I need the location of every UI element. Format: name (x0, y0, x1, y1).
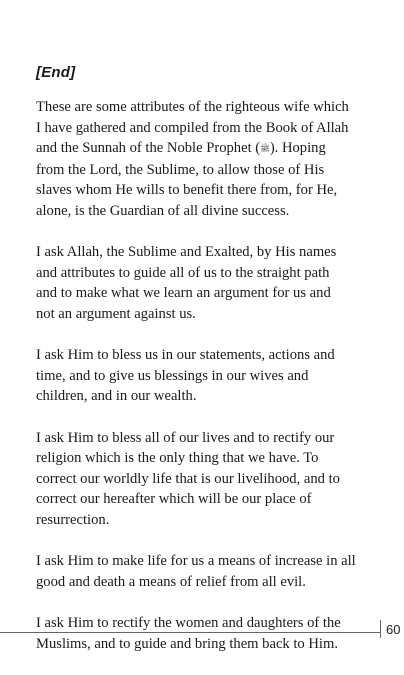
text-line: I ask Allah, the Sublime and Exalted, by His names (36, 244, 337, 260)
paragraph-4 (36, 428, 381, 531)
text-line: I ask Him to rectify the women and daughters of the (36, 615, 341, 631)
text-segment: ). Hoping (269, 140, 326, 156)
text-line: I have gathered and compiled from the Book of Allah (36, 119, 349, 136)
text-line: I ask Him to bless us in our statements, actions and (36, 347, 335, 363)
text-line: I ask Him to make life for us a means of increase in all (36, 553, 356, 569)
text-line: correct our worldly life that is our livelihood, and to (36, 470, 340, 487)
text-line: slaves whom He wills to benefit there from, for He, (36, 182, 338, 198)
text-line: These are some attributes of the righteous wife which (36, 99, 349, 115)
text-line: and to make what we learn an argument for us and (36, 285, 331, 301)
text-line: correct our hereafter which will be our place of (36, 491, 312, 507)
paragraph-5 (36, 551, 381, 592)
page-number: 60 (386, 622, 401, 637)
section-heading: [End] (36, 64, 76, 81)
text-line: I ask Him to bless all of our lives and to rectify our (36, 429, 335, 446)
body-text (36, 97, 381, 675)
paragraph-1 (36, 97, 381, 221)
text-line: time, and to give us blessings in our wives and (36, 367, 309, 384)
text-segment: and the Sunnah of the Noble Prophet ( (36, 140, 261, 156)
text-line: children, and in our wealth. (36, 388, 197, 404)
paragraph-2 (36, 242, 381, 324)
text-line: from the Lord, the Sublime, to allow those of His (36, 161, 325, 178)
honorific-symbol: ﷺ (260, 144, 270, 153)
paragraph-6 (36, 613, 381, 654)
text-line: alone, is the Guardian of all divine success. (36, 202, 290, 219)
text-line: good and death a means of relief from all evil. (36, 573, 306, 590)
text-line (36, 138, 381, 160)
paragraph-3 (36, 345, 381, 407)
text-line: Muslims, and to guide and bring them back to Him. (36, 635, 338, 652)
text-line: resurrection. (36, 511, 110, 528)
text-line: religion which is the only thing that we have. To (36, 450, 319, 466)
footer-divider (0, 632, 381, 633)
text-line: and attributes to guide all of us to the straight path (36, 264, 330, 281)
text-line: not an argument against us. (36, 305, 196, 322)
